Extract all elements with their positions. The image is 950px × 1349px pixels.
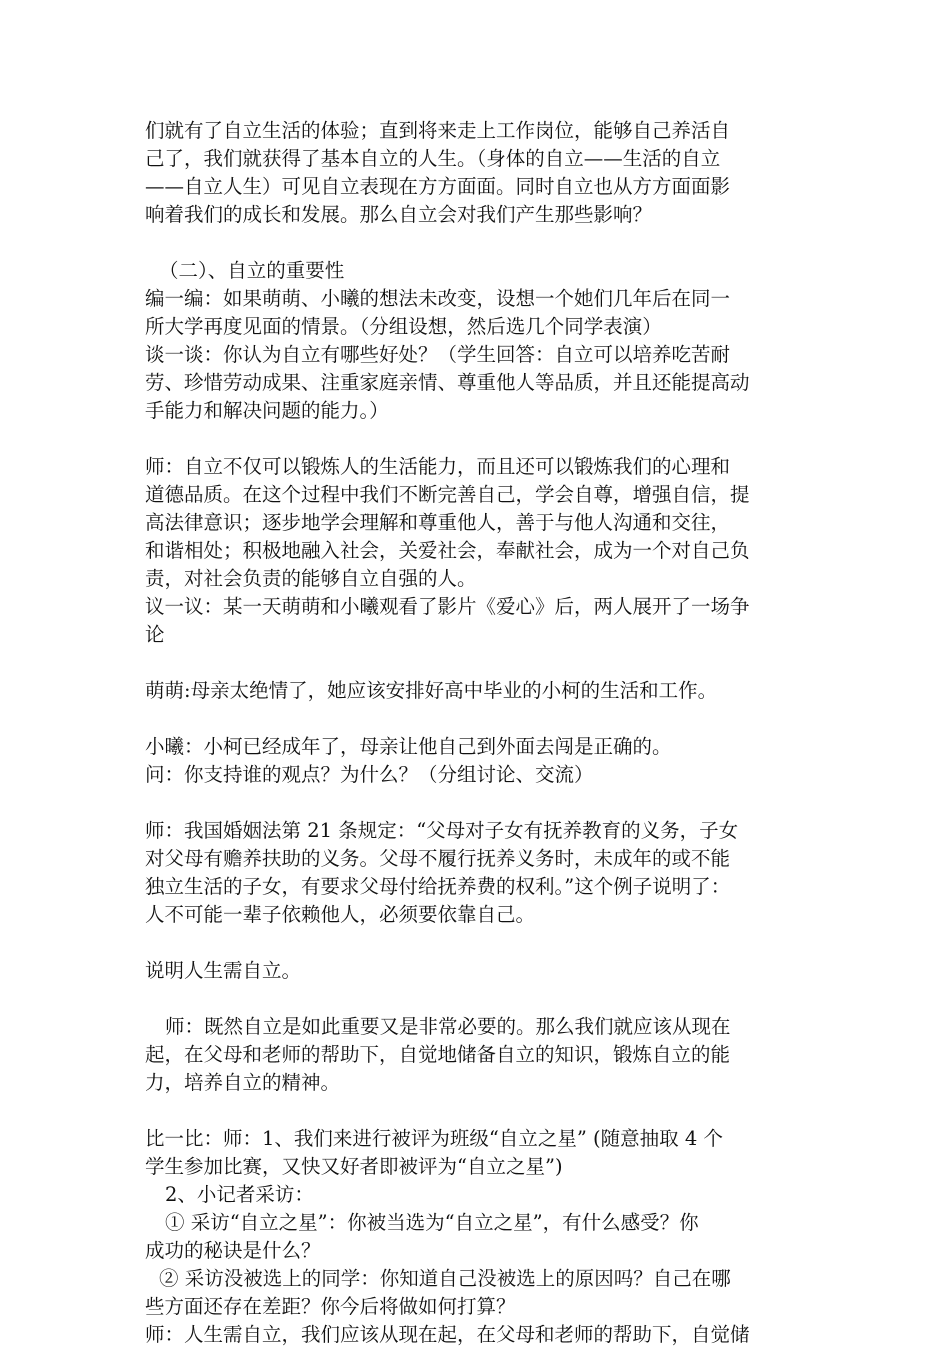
blank-line — [145, 229, 825, 257]
paragraph-line: 师：既然自立是如此重要又是非常必要的。那么我们就应该从现在 — [165, 1015, 731, 1038]
paragraph-line: 道德品质。在这个过程中我们不断完善自己，学会自尊，增强自信，提 — [145, 483, 750, 506]
list-item: ② 采访没被选上的同学：你知道自己没被选上的原因吗？自己在哪 — [159, 1267, 731, 1290]
paragraph-line: 师：人生需自立，我们应该从现在起，在父母和老师的帮助下，自觉储 — [145, 1323, 750, 1346]
document-body — [145, 117, 825, 1349]
paragraph-line: 议一议：某一天萌萌和小曦观看了影片《爱心》后，两人展开了一场争 — [145, 595, 750, 618]
paragraph-line: 己了，我们就获得了基本自立的人生。（身体的自立——生活的自立 — [145, 147, 721, 170]
paragraph-line: ——自立人生）可见自立表现在方方面面。同时自立也从方方面面影 — [145, 175, 731, 198]
paragraph-line: 师：自立不仅可以锻炼人的生活能力，而且还可以锻炼我们的心理和 — [145, 455, 731, 478]
paragraph-line: 和谐相处；积极地融入社会，关爱社会，奉献社会，成为一个对自己负 — [145, 539, 750, 562]
blank-line — [145, 929, 825, 957]
paragraph-line: 问：你支持谁的观点？为什么？（分组讨论、交流） — [145, 763, 594, 786]
paragraph-line: 独立生活的子女，有要求父母付给抚养费的权利。”这个例子说明了： — [145, 875, 731, 898]
paragraph-line: 起，在父母和老师的帮助下，自觉地储备自立的知识，锻炼自立的能 — [145, 1043, 731, 1066]
paragraph-line: 责，对社会负责的能够自立自强的人。 — [145, 567, 477, 590]
paragraph-line: 们就有了自立生活的体验；直到将来走上工作岗位，能够自己养活自 — [145, 119, 731, 142]
paragraph-line: 劳、珍惜劳动成果、注重家庭亲情、尊重他人等品质，并且还能提高动 — [145, 371, 750, 394]
paragraph-line: 论 — [145, 623, 165, 646]
section-heading: （二）、自立的重要性 — [159, 259, 345, 282]
paragraph-line: 力，培养自立的精神。 — [145, 1071, 341, 1094]
paragraph-line: 成功的秘诀是什么？ — [145, 1239, 321, 1262]
paragraph-line: 比一比：师：1、我们来进行被评为班级“自立之星” (随意抽取 4 个 — [145, 1127, 723, 1150]
paragraph-line: 小曦：小柯已经成年了，母亲让他自己到外面去闯是正确的。 — [145, 735, 672, 758]
paragraph-line: 萌萌:母亲太绝情了，她应该安排好高中毕业的小柯的生活和工作。 — [145, 679, 718, 702]
paragraph-line: 些方面还存在差距？你今后将做如何打算？ — [145, 1295, 516, 1318]
blank-line — [145, 1097, 825, 1125]
paragraph-line: 高法律意识；逐步地学会理解和尊重他人，善于与他人沟通和交往， — [145, 511, 731, 534]
paragraph-line: 对父母有赡养扶助的义务。父母不履行抚养义务时，未成年的或不能 — [145, 847, 731, 870]
blank-line — [145, 789, 825, 817]
paragraph-line: 谈一谈：你认为自立有哪些好处？（学生回答：自立可以培养吃苦耐 — [145, 343, 731, 366]
blank-line — [145, 705, 825, 733]
list-item: 2、小记者采访： — [165, 1183, 314, 1206]
paragraph-line: 说明人生需自立。 — [145, 959, 302, 982]
paragraph-line: 编一编：如果萌萌、小曦的想法未改变，设想一个她们几年后在同一 — [145, 287, 731, 310]
blank-line — [145, 425, 825, 453]
paragraph-line: 人不可能一辈子依赖他人，必须要依靠自己。 — [145, 903, 536, 926]
blank-line — [145, 649, 825, 677]
paragraph-line: 学生参加比赛，又快又好者即被评为“自立之星”) — [145, 1155, 563, 1178]
paragraph-line: 所大学再度见面的情景。（分组设想，然后选几个同学表演） — [145, 315, 662, 338]
blank-line — [145, 985, 825, 1013]
list-item: ① 采访“自立之星”：你被当选为“自立之星”，有什么感受？你 — [165, 1211, 699, 1234]
paragraph-line: 手能力和解决问题的能力。） — [145, 399, 389, 422]
paragraph-line: 响着我们的成长和发展。那么自立会对我们产生那些影响？ — [145, 203, 653, 226]
paragraph-line: 师：我国婚姻法第 21 条规定：“父母对子女有抚养教育的义务，子女 — [145, 819, 739, 842]
